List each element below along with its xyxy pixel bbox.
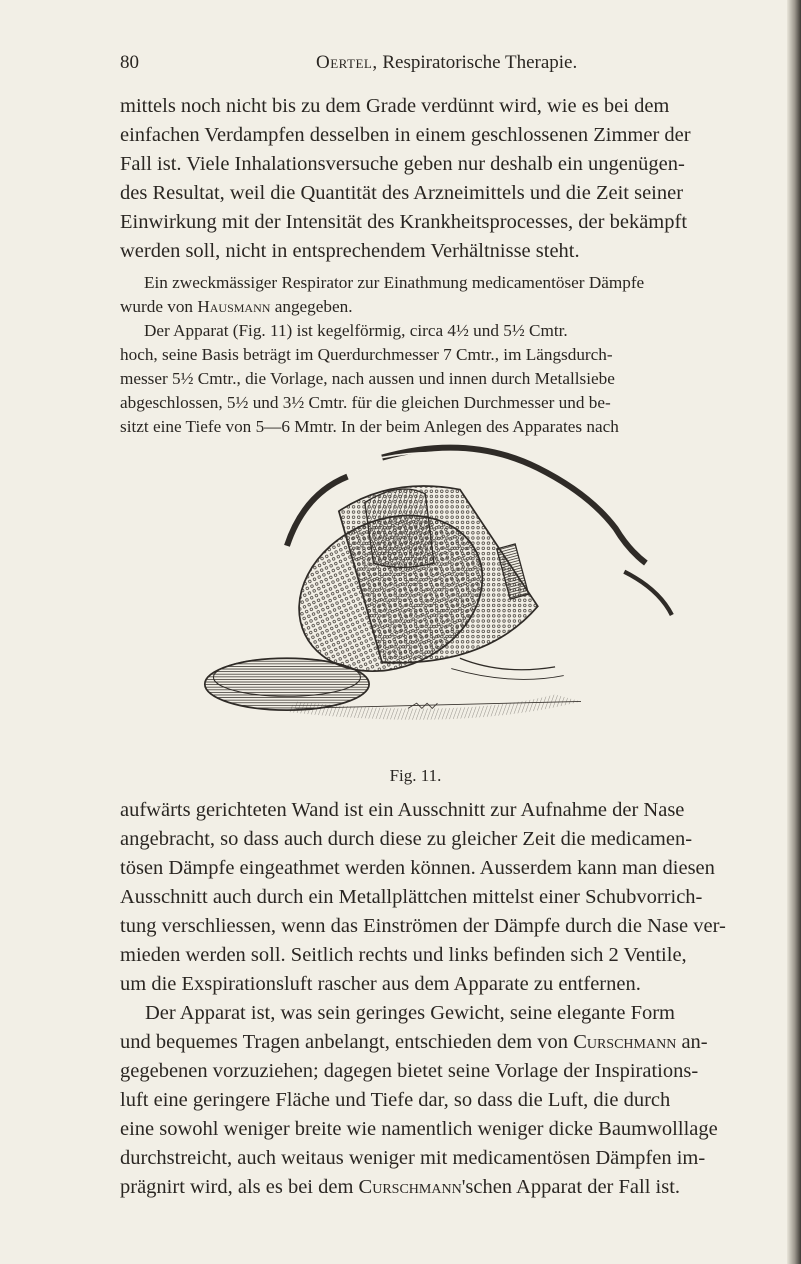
text-line: sitzt eine Tiefe von 5—6 Mmtr. In der beim Anlegen des Apparates nach bbox=[120, 417, 619, 436]
text-line: mittels noch nicht bis zu dem Grade verdünnt wird, wie es bei dem bbox=[120, 95, 670, 117]
text-line: tösen Dämpfe eingeathmet werden können. Ausserdem kann man diesen bbox=[120, 857, 715, 879]
text-line: Der Apparat ist, was sein geringes Gewicht, seine elegante Form bbox=[145, 1002, 675, 1024]
respirator-illustration bbox=[135, 442, 720, 762]
text-line: Ein zweckmässiger Respirator zur Einathmung medicamentöser Dämpfe bbox=[144, 273, 645, 292]
outline-stroke bbox=[460, 658, 555, 670]
running-author: Oertel, bbox=[316, 52, 378, 73]
text-line: einfachen Verdampfen desselben in einem geschlossenen Zimmer der bbox=[120, 124, 691, 146]
text-line: gegebenen vorzuziehen; dagegen bietet seine Vorlage der Inspirations- bbox=[120, 1060, 699, 1082]
text-line: luft eine geringere Fläche und Tiefe dar, so dass die Luft, die durch bbox=[120, 1089, 671, 1111]
text-run: und bequemes Tragen anbelangt, entschieden dem von bbox=[120, 1031, 574, 1053]
text-run: prägnirt wird, als es bei dem bbox=[120, 1176, 359, 1198]
text-line bbox=[120, 1031, 708, 1054]
text-line: werden soll, nicht in entsprechendem Verhältnisse steht. bbox=[120, 240, 580, 262]
text-line: Einwirkung mit der Intensität des Krankheitsprocesses, der bekämpft bbox=[120, 211, 688, 233]
text-line bbox=[120, 1176, 680, 1199]
page-number: 80 bbox=[120, 52, 139, 73]
text-run: an- bbox=[676, 1031, 708, 1053]
binding-edge-shadow bbox=[787, 0, 801, 1264]
running-header bbox=[120, 52, 760, 78]
ribbed-section bbox=[365, 489, 434, 567]
running-title bbox=[316, 52, 577, 74]
author-name: Hausmann bbox=[197, 297, 271, 316]
base-disk bbox=[205, 658, 369, 710]
text-run: 'schen Apparat der Fall ist. bbox=[461, 1176, 681, 1198]
author-name: Curschmann bbox=[573, 1031, 677, 1053]
text-run: wurde von bbox=[120, 297, 198, 316]
text-line: Der Apparat (Fig. 11) ist kegelförmig, circa 4½ und 5½ Cmtr. bbox=[144, 321, 568, 340]
text-line: des Resultat, weil die Quantität des Arzneimittels und die Zeit seiner bbox=[120, 182, 684, 204]
spring-mark bbox=[408, 703, 437, 708]
text-line: tung verschliessen, wenn das Einströmen der Dämpfe durch die Nase ver- bbox=[120, 915, 726, 937]
running-title-text: Respiratorische Therapie. bbox=[382, 52, 578, 73]
text-line: hoch, seine Basis beträgt im Querdurchmesser 7 Cmtr., im Längsdurch- bbox=[120, 345, 613, 364]
outline-stroke bbox=[451, 669, 563, 680]
text-line: um die Exspirationsluft rascher aus dem Apparate zu entfernen. bbox=[120, 973, 641, 995]
text-line bbox=[120, 297, 353, 317]
author-name: Curschmann bbox=[358, 1176, 462, 1198]
text-line: messer 5½ Cmtr., die Vorlage, nach aussen und innen durch Metallsiebe bbox=[120, 369, 615, 388]
strap-right bbox=[624, 572, 672, 615]
figure-caption: Fig. 11. bbox=[389, 766, 442, 785]
text-line: eine sowohl weniger breite wie namentlich weniger dicke Baumwolllage bbox=[120, 1118, 718, 1140]
text-run: angegeben. bbox=[270, 297, 353, 316]
text-line: Ausschnitt auch durch ein Metallplättchen mittelst einer Schubvorrich- bbox=[120, 886, 703, 908]
text-line: aufwärts gerichteten Wand ist ein Ausschnitt zur Aufnahme der Nase bbox=[120, 799, 685, 821]
text-line: mieden werden soll. Seitlich rechts und links befinden sich 2 Ventile, bbox=[120, 944, 687, 966]
text-line: durchstreicht, auch weitaus weniger mit medicamentösen Dämpfen im- bbox=[120, 1147, 706, 1169]
text-line: Fall ist. Viele Inhalationsversuche geben nur deshalb ein ungenügen- bbox=[120, 153, 685, 175]
text-line: abgeschlossen, 5½ und 3½ Cmtr. für die gleichen Durchmesser und be- bbox=[120, 393, 611, 412]
text-line: angebracht, so dass auch durch diese zu gleicher Zeit die medicamen- bbox=[120, 828, 693, 850]
